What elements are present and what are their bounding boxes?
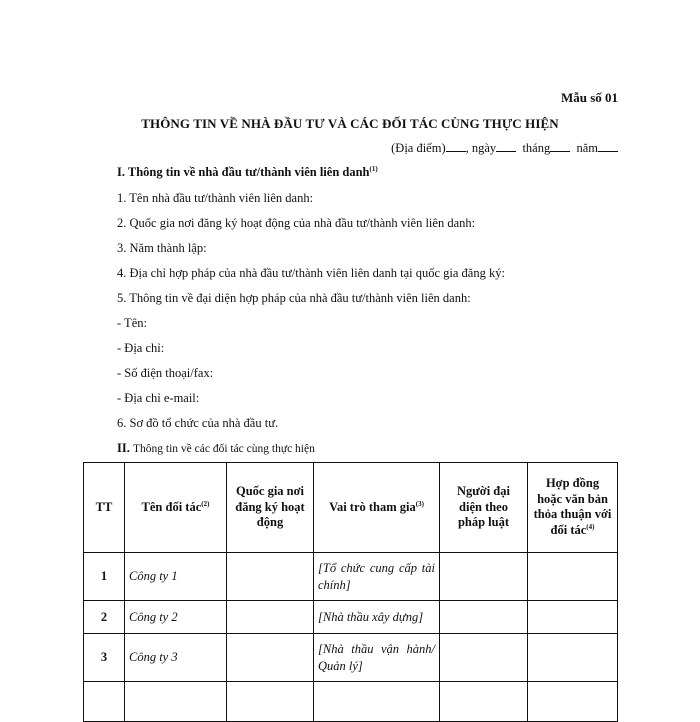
row-partner-name: Công ty 2 xyxy=(125,601,227,634)
table-row-empty xyxy=(84,682,618,722)
row-role xyxy=(314,682,440,722)
section-1-item: - Địa chỉ: xyxy=(117,341,165,355)
date-month-label: tháng xyxy=(522,141,551,155)
header-contract xyxy=(528,463,618,553)
footnote-3: (3) xyxy=(415,499,424,508)
section-1-heading xyxy=(117,165,378,180)
date-day-label: , ngày xyxy=(465,141,497,155)
row-representative xyxy=(440,553,528,601)
table-header-row xyxy=(84,463,618,553)
date-place-label: (Địa điểm) xyxy=(391,141,446,155)
row-country xyxy=(227,634,314,682)
header-contract-label: Hợp đồng hoặc văn bản thỏa thuận với đối tác xyxy=(533,476,612,538)
form-number: Mẫu số 01 xyxy=(560,90,618,105)
row-tt: 2 xyxy=(84,601,125,634)
row-role: [Nhà thầu xây dựng] xyxy=(314,601,440,634)
header-representative: Người đại diện theo pháp luật xyxy=(440,463,528,553)
section-2-number: II. xyxy=(117,441,130,455)
header-partner xyxy=(125,463,227,553)
row-contract xyxy=(528,601,618,634)
row-representative xyxy=(440,601,528,634)
header-country: Quốc gia nơi đăng ký hoạt động xyxy=(227,463,314,553)
row-representative xyxy=(440,682,528,722)
row-country xyxy=(227,682,314,722)
row-contract xyxy=(528,634,618,682)
section-1-item: - Tên: xyxy=(117,316,147,330)
header-tt: TT xyxy=(84,463,125,553)
section-1-item: 5. Thông tin về đại diện hợp pháp của nhà đầu tư/thành viên liên danh: xyxy=(117,291,471,305)
table-row xyxy=(84,601,618,634)
row-representative xyxy=(440,634,528,682)
header-partner-label: Tên đối tác xyxy=(141,499,202,514)
section-1-item: - Địa chỉ e-mail: xyxy=(117,391,200,405)
day-blank xyxy=(496,141,516,152)
row-partner-name xyxy=(125,682,227,722)
row-country xyxy=(227,553,314,601)
footnote-4: (4) xyxy=(586,523,595,532)
footnote-1: (1) xyxy=(369,165,378,173)
year-blank xyxy=(598,141,618,152)
row-role: [Nhà thầu vận hành/ Quản lý] xyxy=(314,634,440,682)
section-1-item: 1. Tên nhà đầu tư/thành viên liên danh: xyxy=(117,191,314,205)
row-tt xyxy=(84,682,125,722)
footnote-2: (2) xyxy=(201,499,210,508)
month-blank xyxy=(550,141,570,152)
section-2-heading-text: Thông tin về các đối tác cùng thực hiện xyxy=(132,443,315,455)
table-row xyxy=(84,553,618,601)
header-role-label: Vai trò tham gia xyxy=(329,499,416,514)
row-country xyxy=(227,601,314,634)
table-row xyxy=(84,634,618,682)
row-tt: 3 xyxy=(84,634,125,682)
section-1-item: 3. Năm thành lập: xyxy=(117,241,207,255)
section-1-item: 6. Sơ đồ tổ chức của nhà đầu tư. xyxy=(117,416,279,430)
section-2-heading xyxy=(117,441,315,456)
section-1-item: 2. Quốc gia nơi đăng ký hoạt động của nhà đầu tư/thành viên liên danh: xyxy=(117,216,476,230)
section-1-heading-text: I. Thông tin về nhà đầu tư/thành viên liên danh xyxy=(117,165,370,180)
partners-table xyxy=(83,462,618,722)
date-place-line xyxy=(391,141,618,156)
document-title: THÔNG TIN VỀ NHÀ ĐẦU TƯ VÀ CÁC ĐỐI TÁC CÙNG THỰC HIỆN xyxy=(141,116,559,131)
row-contract xyxy=(528,682,618,722)
row-tt: 1 xyxy=(84,553,125,601)
section-1-item: 4. Địa chỉ hợp pháp của nhà đầu tư/thành viên liên danh tại quốc gia đăng ký: xyxy=(117,266,505,280)
row-contract xyxy=(528,553,618,601)
header-role xyxy=(314,463,440,553)
row-partner-name: Công ty 3 xyxy=(125,634,227,682)
row-partner-name: Công ty 1 xyxy=(125,553,227,601)
place-blank xyxy=(446,141,466,152)
section-1-item: - Số điện thoại/fax: xyxy=(117,366,214,380)
date-year-label: năm xyxy=(576,141,598,155)
row-role: [Tổ chức cung cấp tài chính] xyxy=(314,553,440,601)
